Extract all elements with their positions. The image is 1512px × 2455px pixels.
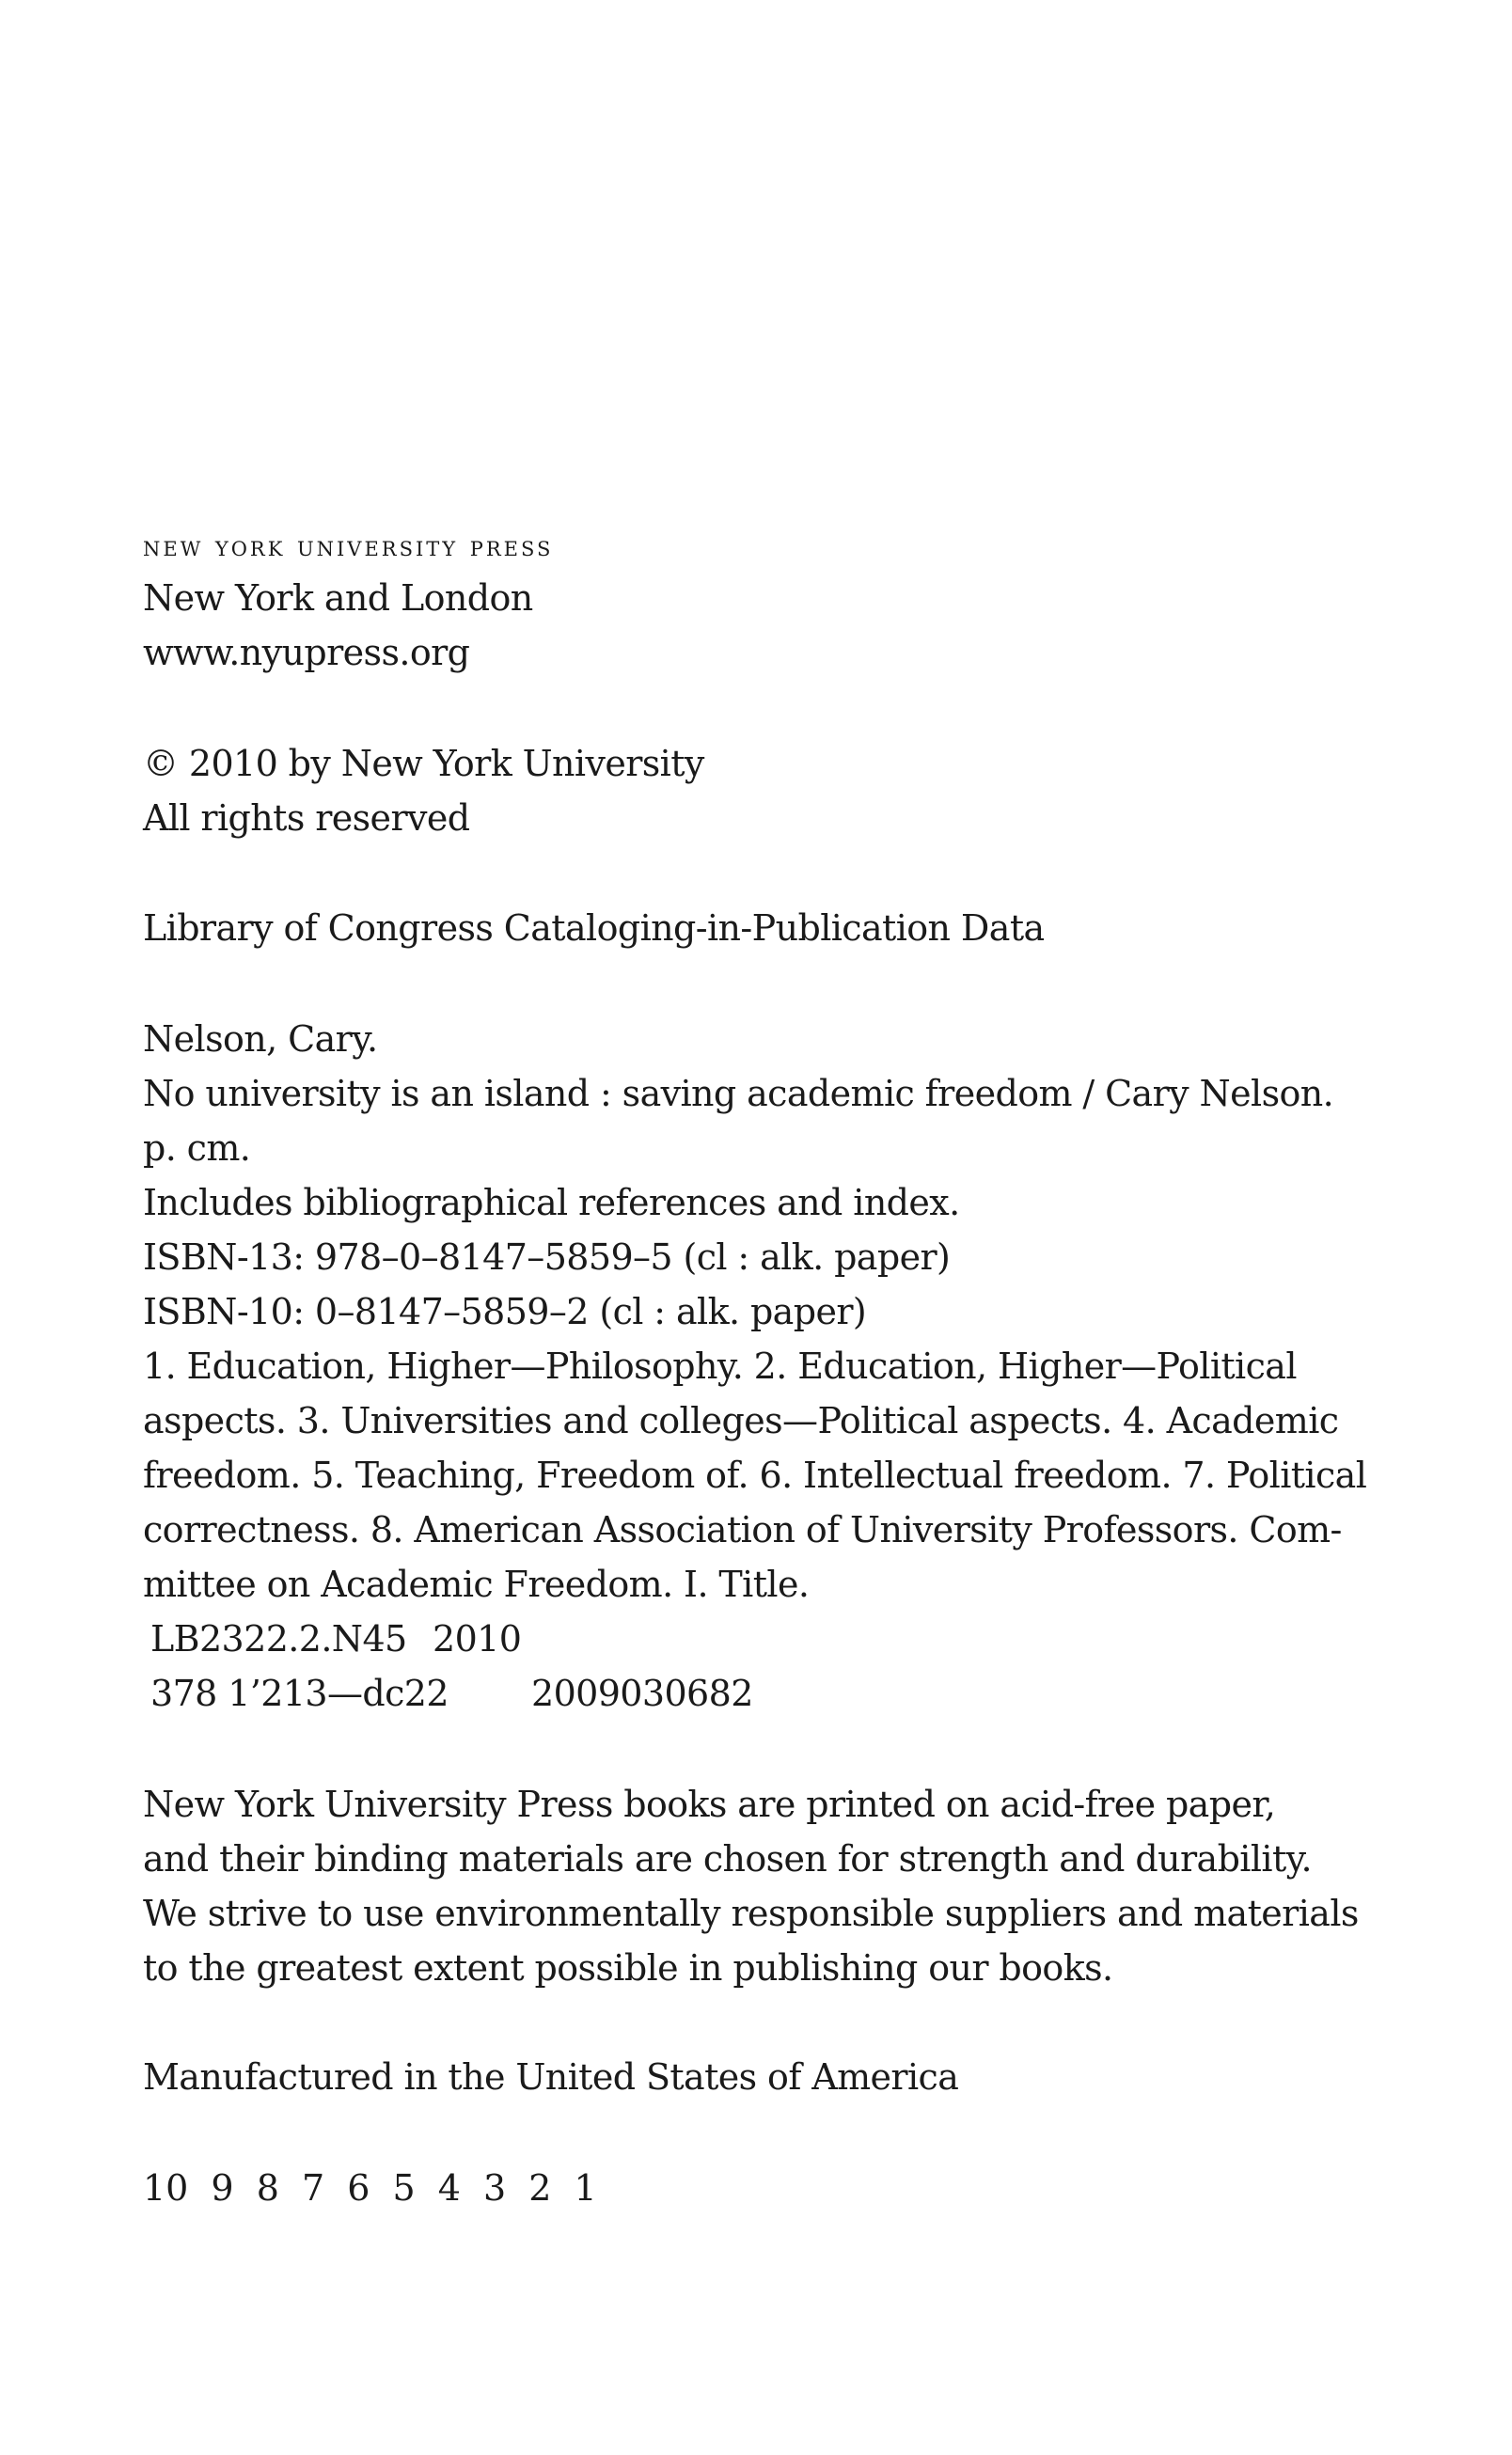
lccn: 2009030682 [531,1673,753,1714]
cip-subject-line: freedom. 5. Teaching, Freedom of. 6. Intellectual freedom. 7. Political [143,1455,1367,1496]
lc-class: LB2322.2.N45 [150,1618,407,1660]
publisher-name: new york university press [143,530,554,563]
cip-isbn10: ISBN-10: 0–8147–5859–2 (cl : alk. paper) [143,1291,867,1332]
lc-year: 2010 [433,1618,522,1660]
cip-subject-line: aspects. 3. Universities and colleges—Political aspects. 4. Academic [143,1400,1339,1441]
dewey-number: 378 1’213—dc22 [150,1673,449,1714]
copyright-notice: © 2010 by New York University [143,743,704,784]
printing-line: 10 9 8 7 6 5 4 3 2 1 [143,2167,597,2209]
paper-statement-line: and their binding materials are chosen for strength and durability. [143,1838,1312,1880]
cip-physical: p. cm. [143,1127,251,1169]
cip-dewey-row [150,1666,753,1721]
cip-author: Nelson, Cary. [143,1018,378,1060]
cip-heading: Library of Congress Cataloging-in-Publication Data [143,907,1045,949]
cip-subject-line: 1. Education, Higher—Philosophy. 2. Education, Higher—Political [143,1346,1297,1387]
cip-classification-row [150,1612,521,1666]
cip-subject-line: mittee on Academic Freedom. I. Title. [143,1564,810,1605]
cip-notes: Includes bibliographical references and index. [143,1182,960,1223]
paper-statement-line: to the greatest extent possible in publishing our books. [143,1947,1113,1989]
cip-subject-line: correctness. 8. American Association of University Professors. Com- [143,1509,1342,1550]
cip-title: No university is an island : saving academic freedom / Cary Nelson. [143,1073,1334,1114]
publisher-website: www.nyupress.org [143,632,470,673]
manufactured-statement: Manufactured in the United States of America [143,2056,959,2098]
cip-isbn13: ISBN-13: 978–0–8147–5859–5 (cl : alk. paper) [143,1236,951,1278]
publisher-location: New York and London [143,577,533,619]
paper-statement-line: New York University Press books are printed on acid-free paper, [143,1784,1276,1825]
rights-statement: All rights reserved [143,797,470,839]
paper-statement-line: We strive to use environmentally responsible suppliers and materials [143,1893,1359,1934]
